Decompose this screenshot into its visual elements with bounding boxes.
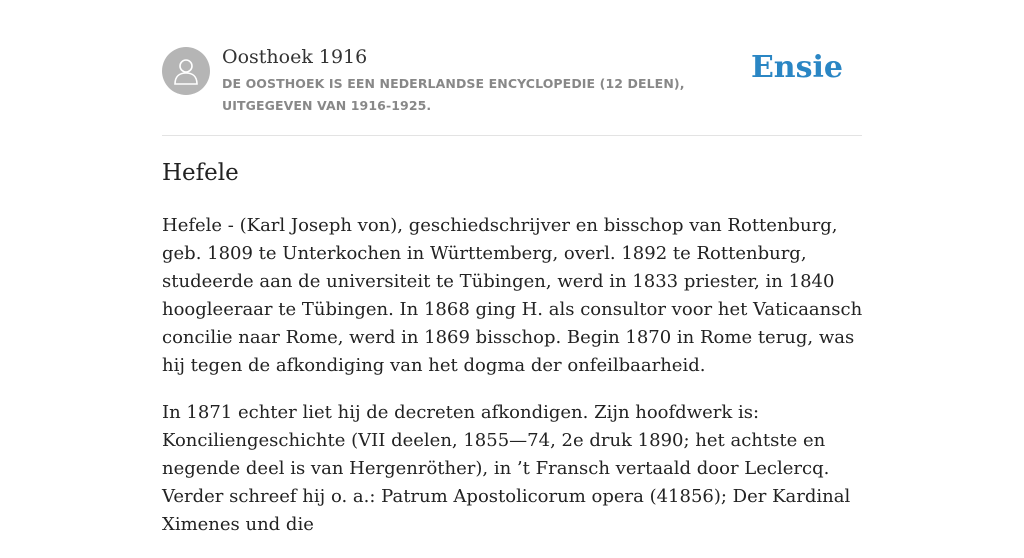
entry-paragraph: Hefele - (Karl Joseph von), geschiedschrijver en bisschop van Rottenburg, geb. 1809 te Unterkochen in Württemberg, overl. 1892 te Rottenburg, studeerde aan de universiteit te Tübingen, werd in 1833 priester, in 1840 hoogleeraar te Tübingen. In 1868 ging H. als consultor voor het Vaticaansch concilie naar Rome, werd in 1869 bisschop. Begin 1870 in Rome terug, was hij tegen de afkondiging van het dogma der onfeilbaarheid. <box>162 215 863 376</box>
entry-title: Hefele <box>162 160 239 186</box>
avatar[interactable] <box>162 47 210 95</box>
divider <box>162 135 862 136</box>
entry-paragraph: In 1871 echter liet hij de decreten afkondigen. Zijn hoofdwerk is: Konciliengeschichte (VII deelen, 1855—74, 2e druk 1890; het achtste en negende deel is van Hergenröther), in ’t Fransch vertaald door Leclercq. Verder schreef hij o. a.: Patrum Apostolicorum opera (41856); Der Kardinal Ximenes und die <box>162 402 851 535</box>
source-header <box>162 46 862 118</box>
source-title[interactable]: Oosthoek 1916 <box>222 46 368 68</box>
entry-body <box>162 212 864 558</box>
ensie-logo[interactable]: Ensie <box>750 50 843 85</box>
user-icon <box>171 56 201 86</box>
source-description: DE OOSTHOEK IS EEN NEDERLANDSE ENCYCLOPEDIE (12 DELEN), UITGEGEVEN VAN 1916-1925. <box>222 76 685 113</box>
